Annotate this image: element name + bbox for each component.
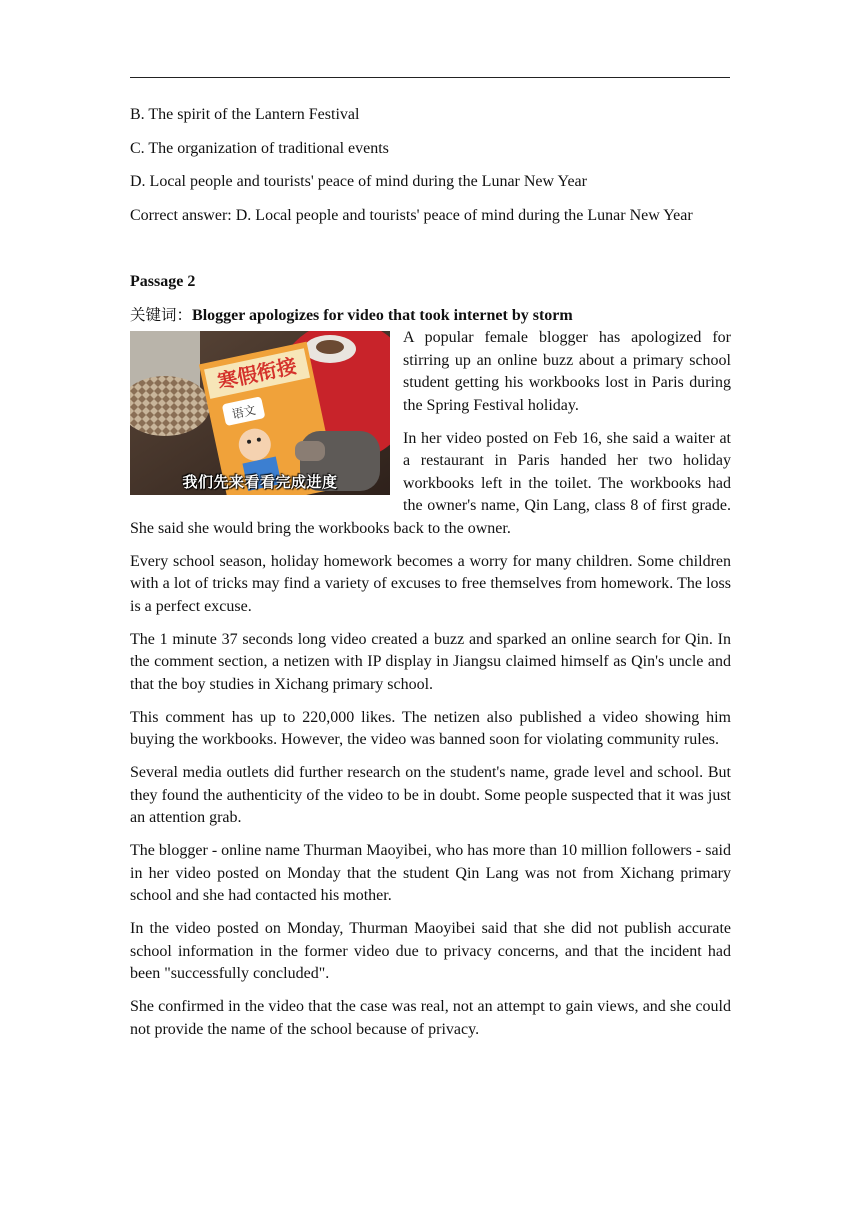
- paragraph-7: The blogger - online name Thurman Maoyibei, who has more than 10 million followers - said in her video posted on Monday that the student Qin Lang was not from Xichang primary school and she had contacted his mother.: [130, 842, 731, 904]
- photo-caption: 我们先来看看完成进度: [182, 473, 338, 491]
- option-d: D. Local people and tourists' peace of mind during the Lunar New Year: [130, 173, 587, 190]
- document-body: [130, 104, 731, 1052]
- keyword-line: [130, 304, 731, 328]
- paragraph-9: She confirmed in the video that the case was real, not an attempt to gain views, and she could not provide the name of the school because of privacy.: [130, 998, 731, 1038]
- correct-answer: Correct answer: D. Local people and tourists' peace of mind during the Lunar New Year: [130, 206, 693, 224]
- book-title: 寒假衔接: [215, 353, 299, 394]
- paragraph-8: In the video posted on Monday, Thurman Maoyibei said that she did not publish accurate school information in the former video due to privacy concerns, and that the incident had been "successfully concluded".: [130, 920, 731, 982]
- header-rule: [130, 77, 730, 78]
- option-b: B. The spirit of the Lantern Festival: [130, 106, 360, 123]
- paragraph-5: This comment has up to 220,000 likes. The netizen also published a video showing him buying the workbooks. However, the video was banned soon for violating community rules.: [130, 708, 731, 748]
- option-c: C. The organization of traditional events: [130, 139, 389, 157]
- paragraph-4: The 1 minute 37 seconds long video created a buzz and sparked an online search for Qin. In the comment section, a netizen with IP display in Jiangsu claimed himself as Qin's uncle and that the boy studies in Xichang primary school.: [130, 630, 731, 693]
- book-subject: 语文: [230, 402, 258, 422]
- paragraph-2: In her video posted on Feb 16, she said a waiter at a restaurant in Paris handed her two holiday workbooks left in the toilet. The workbooks had the owner's name, Qin Lang, class 8 of first grade. She said she would bring the workbooks back to the owner.: [130, 429, 731, 537]
- keyword-text: Blogger apologizes for video that took internet by storm: [192, 306, 573, 324]
- article-photo: [130, 331, 390, 495]
- paragraph-1: A popular female blogger has apologized for stirring up an online buzz about a primary school student getting his workbooks lost in Paris during the Spring Festival holiday.: [403, 329, 731, 414]
- paragraph-3: Every school season, holiday homework becomes a worry for many children. Some children with a lot of tricks may find a variety of excuses to free themselves from homework. The loss is a perfect excuse.: [130, 552, 731, 615]
- passage-title: Passage 2: [130, 273, 196, 290]
- paragraph-6: Several media outlets did further research on the student's name, grade level and school. But they found the authenticity of the video to be in doubt. Some people suspected that it was just an attention grab.: [130, 764, 731, 826]
- keyword-label: 关键词：: [130, 305, 193, 324]
